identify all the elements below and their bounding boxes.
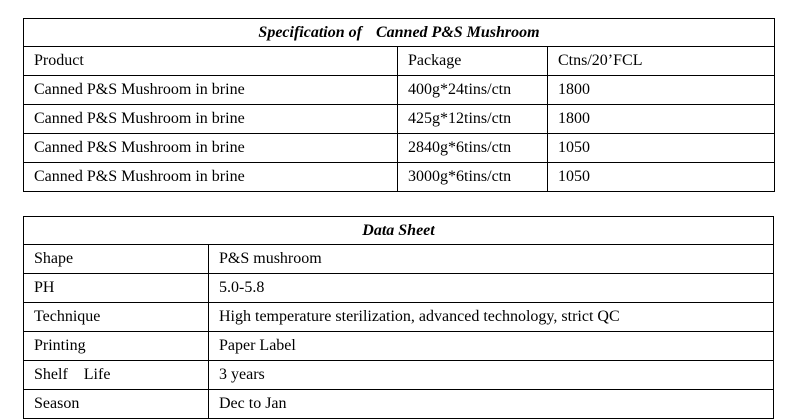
- attribute-label: Printing: [24, 332, 209, 361]
- attribute-label: Shelf Life: [24, 361, 209, 390]
- ctns-cell: 1800: [548, 105, 775, 134]
- ctns-cell: 1050: [548, 134, 775, 163]
- table-row: [24, 332, 774, 361]
- table-row: [24, 134, 775, 163]
- table-row: [24, 361, 774, 390]
- product-cell: Canned P&S Mushroom in brine: [24, 76, 398, 105]
- product-cell: Canned P&S Mushroom in brine: [24, 163, 398, 192]
- column-header-ctns: Ctns/20’FCL: [548, 47, 775, 76]
- product-cell: Canned P&S Mushroom in brine: [24, 105, 398, 134]
- table-row: [24, 163, 775, 192]
- attribute-label: PH: [24, 274, 209, 303]
- attribute-label: Shape: [24, 245, 209, 274]
- table-row: [24, 105, 775, 134]
- datasheet-title: Data Sheet: [24, 217, 774, 245]
- spec-title-product: Canned P&S Mushroom: [375, 24, 540, 41]
- table-row: [24, 245, 774, 274]
- attribute-value: 3 years: [209, 361, 774, 390]
- package-cell: 400g*24tins/ctn: [398, 76, 548, 105]
- column-header-package: Package: [398, 47, 548, 76]
- package-cell: 425g*12tins/ctn: [398, 105, 548, 134]
- spec-title: [24, 19, 775, 47]
- column-header-product: Product: [24, 47, 398, 76]
- package-cell: 3000g*6tins/ctn: [398, 163, 548, 192]
- specification-table: [23, 18, 775, 192]
- ctns-cell: 1050: [548, 163, 775, 192]
- ctns-cell: 1800: [548, 76, 775, 105]
- product-cell: Canned P&S Mushroom in brine: [24, 134, 398, 163]
- attribute-label: Season: [24, 390, 209, 419]
- spec-header-row: [24, 47, 775, 76]
- attribute-value: Dec to Jan: [209, 390, 774, 419]
- attribute-value: 5.0-5.8: [209, 274, 774, 303]
- attribute-value: P&S mushroom: [209, 245, 774, 274]
- table-row: [24, 303, 774, 332]
- datasheet-title-row: [24, 217, 774, 245]
- attribute-label: Technique: [24, 303, 209, 332]
- table-row: [24, 76, 775, 105]
- attribute-value: Paper Label: [209, 332, 774, 361]
- table-row: [24, 390, 774, 419]
- spec-title-prefix: Specification of: [258, 24, 362, 41]
- spec-title-row: [24, 19, 775, 47]
- data-sheet-table: [23, 216, 774, 419]
- package-cell: 2840g*6tins/ctn: [398, 134, 548, 163]
- table-row: [24, 274, 774, 303]
- attribute-value: High temperature sterilization, advanced technology, strict QC: [209, 303, 774, 332]
